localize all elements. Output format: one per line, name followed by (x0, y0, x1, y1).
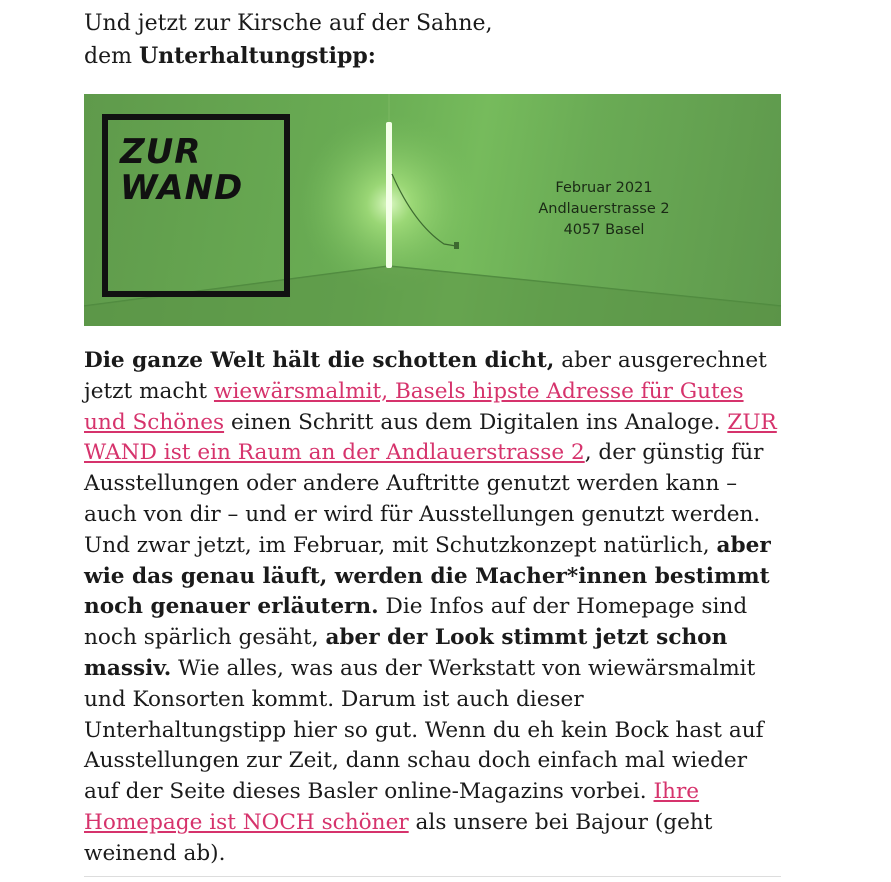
wiewaersmalmit-link[interactable]: wiewärsmalmit, Basels hipste Adresse für Gutes und Schönes (84, 378, 744, 435)
intro-text (84, 8, 784, 73)
event-address (504, 178, 704, 241)
article-paragraph (84, 346, 784, 870)
intro-line-1: Und jetzt zur Kirsche auf der Sahne, (84, 11, 493, 36)
neon-tube (386, 122, 392, 268)
article-text-8: Wie alles, was aus der Werkstatt von wiewärsmalmit und Konsorten kommt. Darum ist auch dieser Unterhaltungstipp hier so gut. Wenn du eh kein Bock hast auf Ausstellungen zur Zeit, dann schau doch einfach mal wieder auf der Seite dieses Basler online-Magazins vorbei. (84, 655, 764, 805)
wall-socket (454, 242, 459, 249)
homepage-link[interactable]: Ihre Homepage ist NOCH schöner (84, 779, 700, 835)
zur-wand-logo (120, 134, 243, 206)
zur-wand-banner-image (84, 94, 781, 326)
article-text-3: einen Schritt aus dem Digitalen ins Analoge. (224, 409, 728, 435)
article-text-2: aber ausgerechnet jetzt macht (84, 348, 767, 404)
intro-line-2 (84, 40, 784, 73)
intro-line-2-bold: Unterhaltungstipp: (138, 43, 376, 69)
event-city: 4057 Basel (563, 222, 645, 238)
zur-wand-link[interactable]: ZUR WAND ist ein Raum an der Andlauerstrasse 2 (84, 409, 777, 466)
event-street: Andlauerstrasse 2 (538, 201, 670, 217)
article-text-6: Die Infos auf der Homepage sind noch spärlich gesäht, (84, 594, 748, 651)
event-date: Februar 2021 (555, 180, 653, 196)
article-bold-5: aber wie das genau läuft, werden die Macher*innen bestimmt noch genauer erläutern. (84, 532, 771, 620)
logo-line-1: ZUR (120, 132, 202, 172)
logo-line-2: WAND (120, 168, 244, 208)
intro-line-2-prefix: dem (84, 44, 139, 69)
article-bold-7: aber der Look stimmt jetzt schon massiv. (84, 625, 728, 681)
article-text-9: als unsere bei Bajour (geht weinend ab). (84, 809, 713, 866)
article-bold-1: Die ganze Welt hält die schotten dicht, (84, 348, 555, 373)
section-divider (84, 876, 781, 877)
article-text-4: , der günstig für Ausstellungen oder andere Auftritte genutzt werden kann – auch von dir – und er wird für Ausstellungen genutzt werden. Und zwar jetzt, im Februar, mit Schutzkonzept natürlich, (84, 440, 764, 558)
